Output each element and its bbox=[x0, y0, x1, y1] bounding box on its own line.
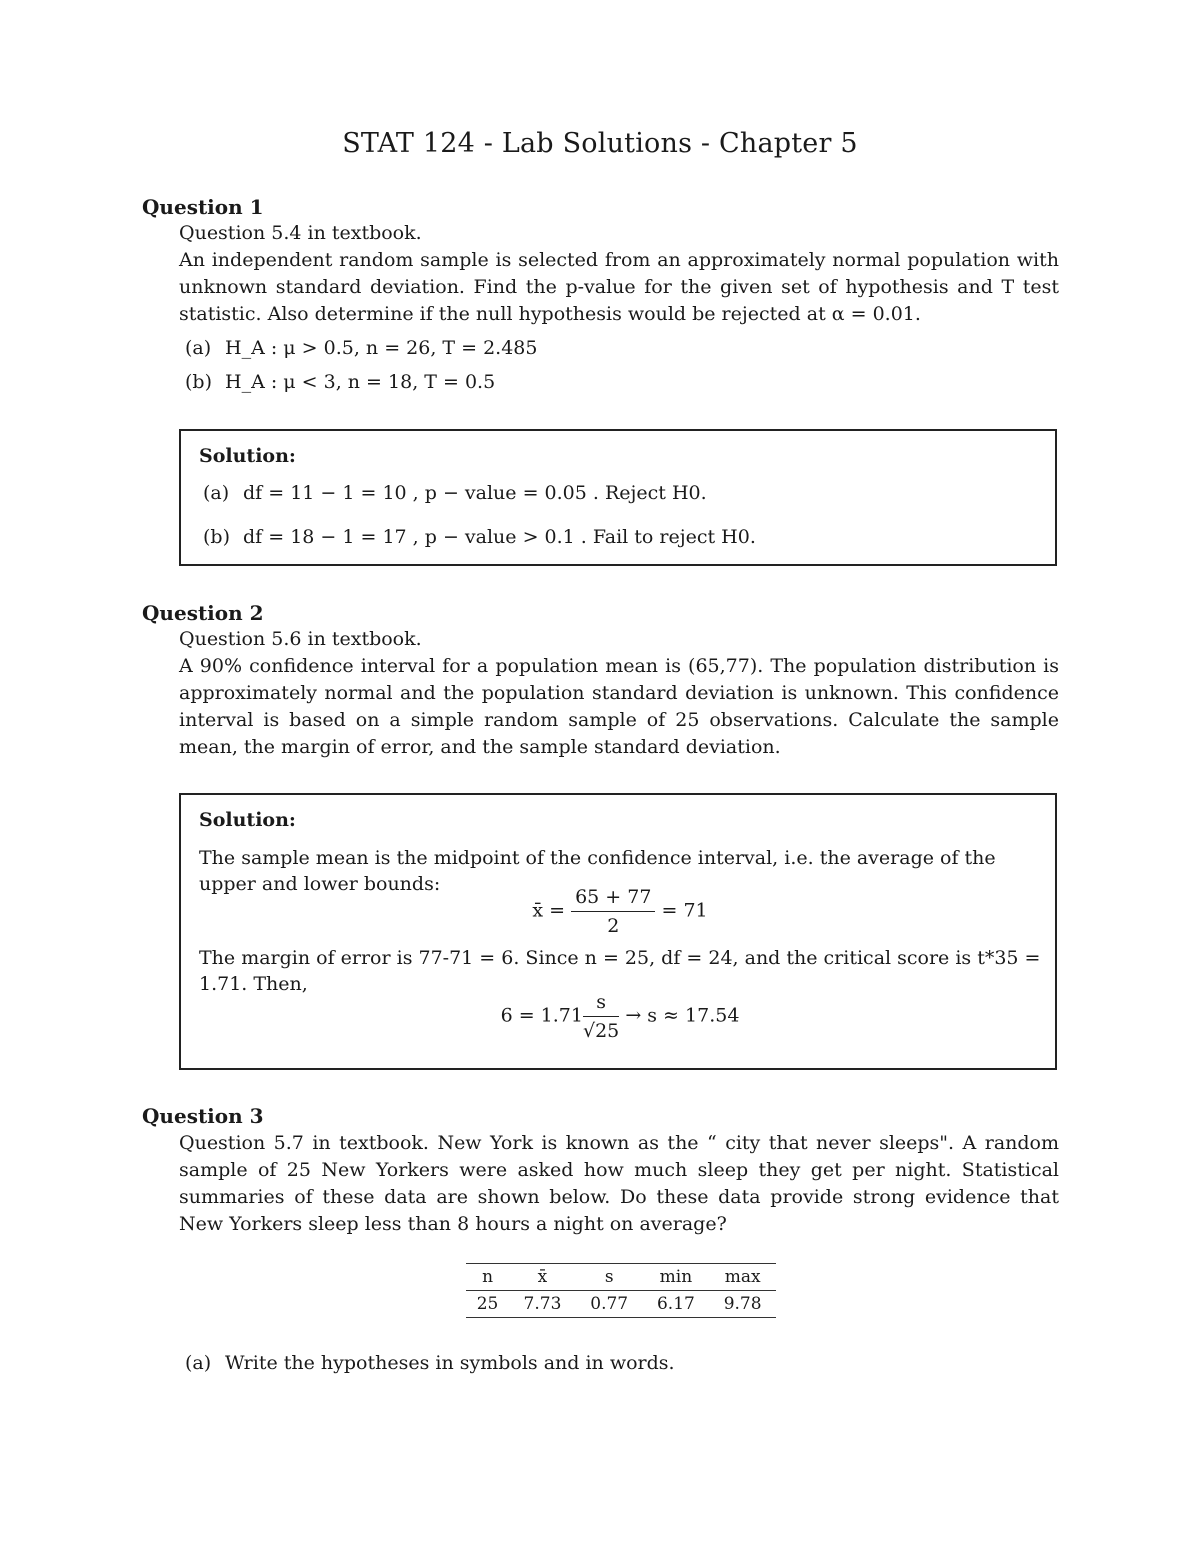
table-header-cell: n bbox=[482, 1267, 494, 1287]
table-cell: 25 bbox=[476, 1294, 499, 1314]
document-title: STAT 124 - Lab Solutions - Chapter 5 bbox=[342, 128, 858, 159]
question-1-heading: Question 1 bbox=[142, 195, 264, 219]
table-cell: 6.17 bbox=[656, 1294, 695, 1314]
table-header-cell: max bbox=[724, 1267, 761, 1287]
question-2-solution-box bbox=[179, 793, 1057, 1070]
question-3-item-a bbox=[185, 1352, 675, 1374]
question-1-item-b bbox=[185, 371, 495, 393]
summary-statistics-table bbox=[466, 1263, 776, 1318]
solution-heading: Solution: bbox=[199, 445, 296, 467]
equation-lhs: 6 = 1.71 bbox=[500, 1004, 583, 1027]
question-3-heading: Question 3 bbox=[142, 1104, 264, 1128]
solution-heading: Solution: bbox=[199, 809, 296, 831]
item-label: (b) bbox=[185, 371, 212, 393]
fraction-numerator: s bbox=[583, 988, 619, 1017]
equation-lhs: x̄ = bbox=[532, 899, 566, 922]
question-2-reference: Question 5.6 in textbook. bbox=[179, 628, 422, 650]
fraction bbox=[571, 883, 655, 940]
item-text: H_A : μ < 3, n = 18, T = 0.5 bbox=[225, 371, 496, 393]
solution-text: df = 18 − 1 = 17 , p − value > 0.1 . Fail to reject H0. bbox=[243, 526, 756, 548]
table-cell: 7.73 bbox=[523, 1294, 562, 1314]
fraction-numerator: 65 + 77 bbox=[571, 883, 655, 912]
solution-line-b bbox=[203, 526, 756, 548]
item-label: (a) bbox=[185, 337, 212, 359]
table-header-cell: s bbox=[604, 1267, 614, 1287]
question-1-item-a bbox=[185, 337, 537, 359]
solution-line-a bbox=[203, 482, 707, 504]
equation-rhs: → s ≈ 17.54 bbox=[625, 1004, 740, 1027]
fraction bbox=[583, 988, 619, 1045]
solution-paragraph-2: The margin of error is 77-71 = 6. Since n = 25, df = 24, and the critical score is t*35 = 1.71. Then, bbox=[199, 947, 1041, 995]
table-header-cell: min bbox=[659, 1267, 693, 1287]
question-2-text: A 90% confidence interval for a population mean is (65,77). The population distribution is approximately normal and the population standard deviation is unknown. This confidence interval is based on a simple random sample of 25 observations. Calculate the sample mean, the margin of error, and the sample standard deviation. bbox=[179, 655, 1059, 758]
question-1-body bbox=[179, 220, 1059, 328]
solution-text: df = 11 − 1 = 10 , p − value = 0.05 . Reject H0. bbox=[243, 482, 707, 504]
table-header-row bbox=[466, 1264, 776, 1291]
question-2-body bbox=[179, 626, 1059, 761]
table-cell: 9.78 bbox=[723, 1294, 762, 1314]
question-3-reference-and-text bbox=[179, 1130, 1059, 1238]
fraction-denominator: 2 bbox=[607, 915, 620, 937]
question-3-body bbox=[179, 1130, 1059, 1238]
item-text: Write the hypotheses in symbols and in words. bbox=[225, 1352, 675, 1374]
question-3-reference: Question 5.7 in textbook. bbox=[179, 1132, 429, 1154]
question-1-text: An independent random sample is selected from an approximately normal population with unknown standard deviation. Find the p-value for the given set of hypothesis and T test statistic. Also determine if the null hypothesis would be rejected at α = 0.01. bbox=[179, 249, 1059, 325]
item-label: (a) bbox=[185, 1352, 212, 1374]
question-1-reference: Question 5.4 in textbook. bbox=[179, 222, 422, 244]
table-cell: 0.77 bbox=[590, 1294, 629, 1314]
question-1-solution-box bbox=[179, 429, 1057, 566]
table-row bbox=[466, 1291, 776, 1318]
question-3-text: New York is known as the “ city that never sleeps". A random sample of 25 New Yorkers were asked how much sleep they get per night. Statistical summaries of these data are shown below. Do these data provide strong evidence that New Yorkers sleep less than 8 hours a night on average? bbox=[179, 1132, 1059, 1235]
equation-rhs: = 71 bbox=[661, 899, 708, 922]
fraction-denominator: √25 bbox=[582, 1020, 620, 1042]
table-header-cell: x̄ bbox=[537, 1267, 548, 1287]
question-2-heading: Question 2 bbox=[142, 601, 264, 625]
solution-label: (b) bbox=[203, 526, 230, 548]
solution-label: (a) bbox=[203, 482, 230, 504]
solution-paragraph-1: The sample mean is the midpoint of the confidence interval, i.e. the average of the upper and lower bounds: bbox=[199, 847, 996, 895]
standard-deviation-equation bbox=[181, 988, 1059, 1045]
item-text: H_A : μ > 0.5, n = 26, T = 2.485 bbox=[225, 337, 538, 359]
sample-mean-equation bbox=[181, 883, 1059, 940]
